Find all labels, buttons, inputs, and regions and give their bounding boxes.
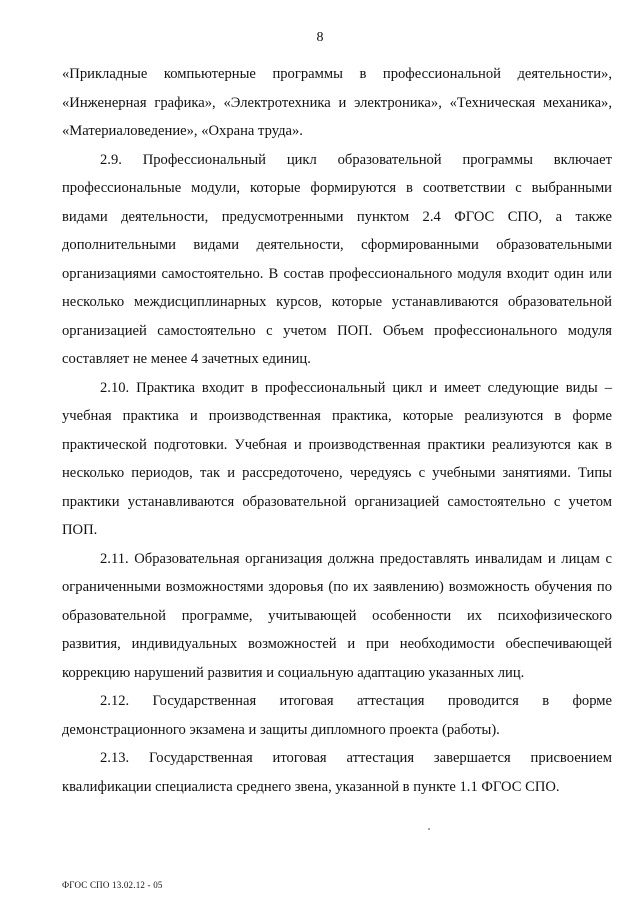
- scan-speck: [428, 828, 430, 830]
- footer-document-code: ФГОС СПО 13.02.12 - 05: [62, 880, 163, 890]
- paragraph-subject-list: «Прикладные компьютерные программы в профессиональной деятельности», «Инженерная графика», «Электротехника и электроника», «Техническая механика», «Материаловедение», «Охрана труда».: [62, 66, 612, 139]
- paragraph-2-9: 2.9. Профессиональный цикл образовательной программы включает профессиональные модули, которые формируются в соответствии с выбранными видами деятельности, предусмотренными пунктом 2.4 ФГОС СПО, а также дополнительными видами деятельности, сформированными образовательными организациями самостоятельно. В состав профессионального модуля входит один или несколько междисциплинарных курсов, которые устанавливаются образовательной организацией самостоятельно с учетом ПОП. Объем профессионального модуля составляет не менее 4 зачетных единиц.: [62, 151, 612, 367]
- paragraph-2-10: 2.10. Практика входит в профессиональный цикл и имеет следующие виды – учебная практика и производственная практика, которые реализуются в форме практической подготовки. Учебная и производственная практики реализуются как в несколько периодов, так и рассредоточено, чередуясь с учебными занятиями. Типы практики устанавливаются образовательной организацией самостоятельно с учетом ПОП.: [62, 379, 612, 538]
- paragraph-2-13: 2.13. Государственная итоговая аттестация завершается присвоением квалификации специалиста среднего звена, указанной в пункте 1.1 ФГОС СПО.: [62, 750, 612, 795]
- paragraph-2-11: 2.11. Образовательная организация должна предоставлять инвалидам и лицам с ограниченными возможностями здоровья (по их заявлению) возможность обучения по образовательной программе, учитывающей особенности их психофизического развития, индивидуальных возможностей и при необходимости обеспечивающей коррекцию нарушений развития и социальную адаптацию указанных лиц.: [62, 550, 612, 681]
- page-number: 8: [316, 30, 324, 45]
- paragraph-2-12: 2.12. Государственная итоговая аттестация проводится в форме демонстрационного экзамена и защиты дипломного проекта (работы).: [62, 693, 612, 738]
- document-body: [62, 60, 612, 801]
